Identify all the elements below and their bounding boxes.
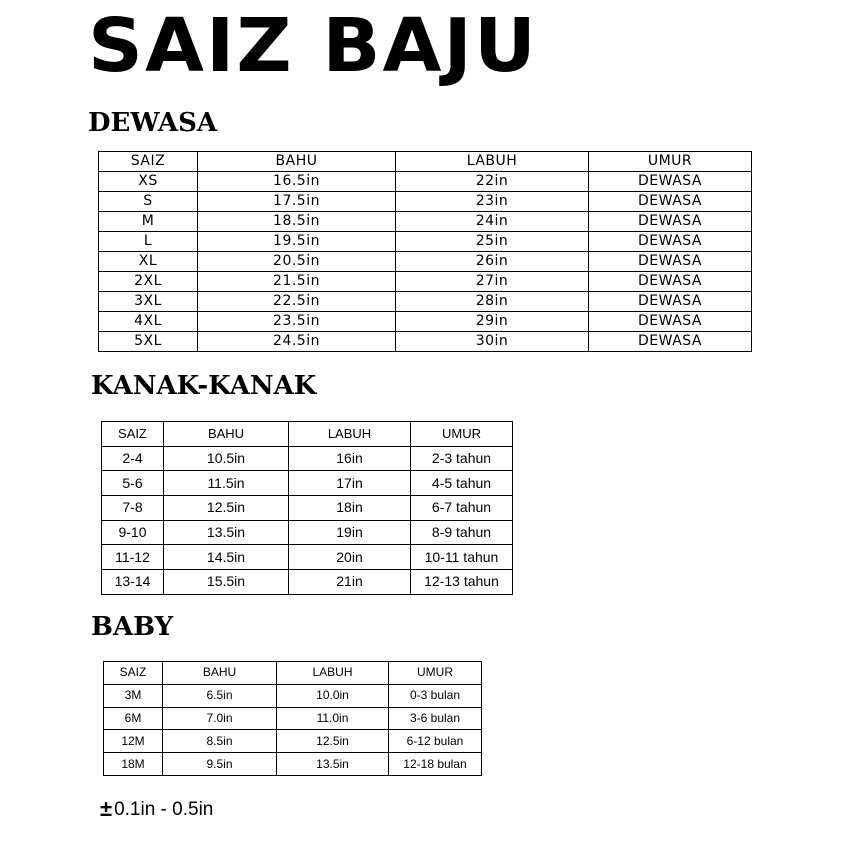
cell-umur: 6-12 bulan [389,730,482,753]
cell-saiz: 5-6 [102,471,164,496]
cell-bahu: 23.5in [198,312,396,332]
cell-bahu: 13.5in [164,520,289,545]
cell-bahu: 9.5in [163,753,277,776]
header-bahu: BAHU [164,422,289,447]
cell-labuh: 13.5in [277,753,389,776]
header-umur: UMUR [411,422,513,447]
header-saiz: SAIZ [99,152,198,172]
cell-saiz: 3M [104,684,163,707]
cell-saiz: 13-14 [102,570,164,595]
cell-labuh: 18in [289,496,411,521]
table-row [99,272,752,292]
cell-umur: DEWASA [589,172,752,192]
cell-umur: 12-13 tahun [411,570,513,595]
table-row [99,172,752,192]
cell-saiz: 6M [104,707,163,730]
table-row [99,252,752,272]
cell-saiz: 4XL [99,312,198,332]
header-saiz: SAIZ [102,422,164,447]
cell-labuh: 12.5in [277,730,389,753]
cell-labuh: 27in [396,272,589,292]
cell-saiz: 18M [104,753,163,776]
cell-bahu: 22.5in [198,292,396,312]
cell-bahu: 16.5in [198,172,396,192]
cell-bahu: 17.5in [198,192,396,212]
table-row [102,570,513,595]
header-labuh: LABUH [289,422,411,447]
cell-umur: 0-3 bulan [389,684,482,707]
cell-labuh: 10.0in [277,684,389,707]
cell-umur: DEWASA [589,272,752,292]
cell-labuh: 23in [396,192,589,212]
cell-labuh: 16in [289,446,411,471]
cell-saiz: 5XL [99,332,198,352]
cell-umur: DEWASA [589,232,752,252]
cell-saiz: 11-12 [102,545,164,570]
cell-umur: 8-9 tahun [411,520,513,545]
cell-bahu: 8.5in [163,730,277,753]
header-bahu: BAHU [198,152,396,172]
table-row [102,446,513,471]
cell-umur: DEWASA [589,292,752,312]
table-row [102,471,513,496]
cell-bahu: 15.5in [164,570,289,595]
cell-saiz: XS [99,172,198,192]
table-row [99,292,752,312]
cell-labuh: 29in [396,312,589,332]
cell-saiz: 7-8 [102,496,164,521]
page-title: SAIZ BAJU [88,3,538,89]
table-row [104,753,482,776]
table-row [99,212,752,232]
table-row [99,232,752,252]
plus-minus-icon: ± [100,796,113,821]
cell-umur: 4-5 tahun [411,471,513,496]
cell-bahu: 21.5in [198,272,396,292]
cell-bahu: 14.5in [164,545,289,570]
cell-saiz: L [99,232,198,252]
cell-bahu: 12.5in [164,496,289,521]
table-row [104,707,482,730]
cell-umur: 2-3 tahun [411,446,513,471]
header-bahu: BAHU [163,662,277,685]
cell-umur: DEWASA [589,212,752,232]
table-row [104,730,482,753]
cell-saiz: 9-10 [102,520,164,545]
dewasa-size-table [98,151,752,352]
cell-umur: 12-18 bulan [389,753,482,776]
tolerance-note [100,797,213,822]
cell-labuh: 21in [289,570,411,595]
baby-size-table [103,661,482,776]
table-header-row [104,662,482,685]
table-row [104,684,482,707]
tolerance-text: 0.1in - 0.5in [114,799,214,820]
cell-saiz: 12M [104,730,163,753]
cell-labuh: 26in [396,252,589,272]
cell-umur: DEWASA [589,312,752,332]
cell-bahu: 19.5in [198,232,396,252]
cell-bahu: 7.0in [163,707,277,730]
cell-labuh: 19in [289,520,411,545]
header-labuh: LABUH [396,152,589,172]
cell-umur: 6-7 tahun [411,496,513,521]
header-umur: UMUR [389,662,482,685]
cell-saiz: 2XL [99,272,198,292]
section-heading-kanak-kanak: KANAK-KANAK [91,371,317,401]
cell-saiz: S [99,192,198,212]
cell-umur: DEWASA [589,252,752,272]
table-row [99,192,752,212]
header-saiz: SAIZ [104,662,163,685]
cell-labuh: 17in [289,471,411,496]
cell-umur: 10-11 tahun [411,545,513,570]
cell-saiz: M [99,212,198,232]
cell-labuh: 11.0in [277,707,389,730]
cell-bahu: 11.5in [164,471,289,496]
cell-bahu: 24.5in [198,332,396,352]
cell-saiz: 3XL [99,292,198,312]
table-row [102,545,513,570]
cell-umur: DEWASA [589,192,752,212]
cell-labuh: 28in [396,292,589,312]
section-heading-baby: BABY [91,612,174,642]
cell-bahu: 20.5in [198,252,396,272]
section-heading-dewasa: DEWASA [88,108,218,138]
table-row [99,312,752,332]
cell-labuh: 24in [396,212,589,232]
cell-bahu: 10.5in [164,446,289,471]
cell-labuh: 22in [396,172,589,192]
cell-labuh: 30in [396,332,589,352]
table-row [102,520,513,545]
table-header-row [102,422,513,447]
table-row [99,332,752,352]
header-labuh: LABUH [277,662,389,685]
table-header-row [99,152,752,172]
header-umur: UMUR [589,152,752,172]
cell-saiz: 2-4 [102,446,164,471]
cell-bahu: 18.5in [198,212,396,232]
table-row [102,496,513,521]
cell-umur: DEWASA [589,332,752,352]
cell-labuh: 20in [289,545,411,570]
cell-umur: 3-6 bulan [389,707,482,730]
cell-saiz: XL [99,252,198,272]
cell-labuh: 25in [396,232,589,252]
kanak-kanak-size-table [101,421,513,595]
cell-bahu: 6.5in [163,684,277,707]
